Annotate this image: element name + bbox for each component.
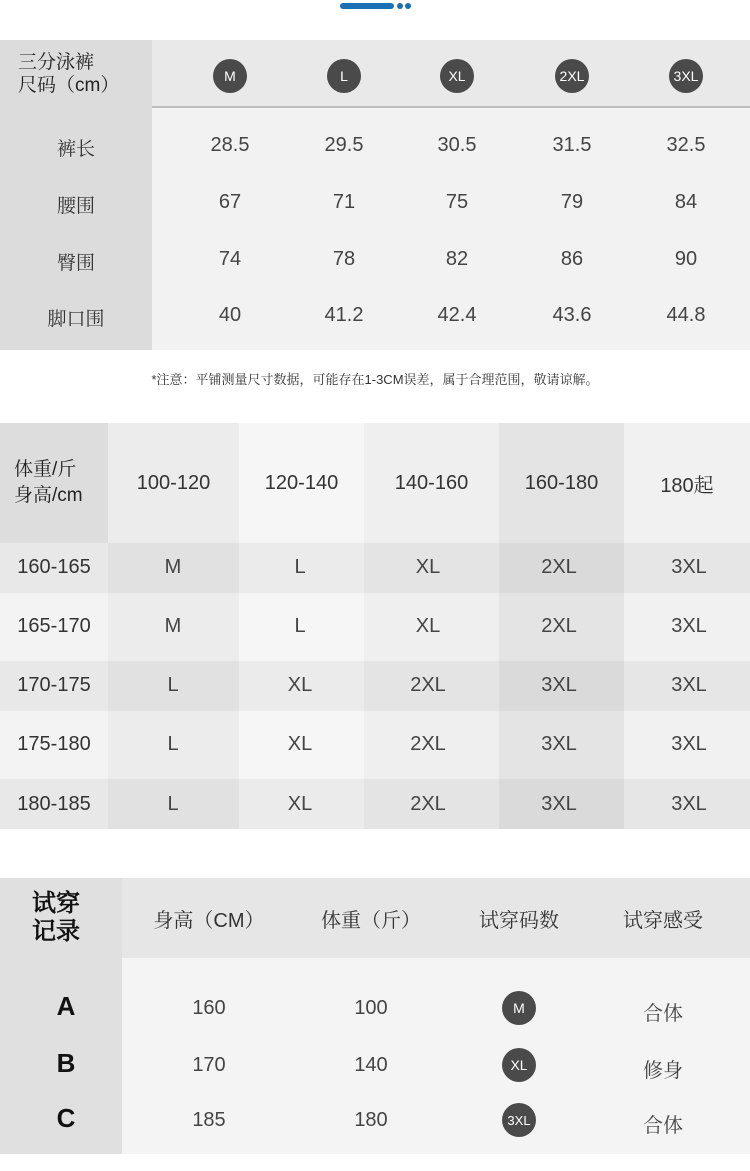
try-on-title-line1: 试穿 <box>32 890 80 917</box>
indicator-dot <box>397 3 403 9</box>
try-on-title-line2: 记录 <box>32 918 80 945</box>
weight-unit-label: 体重/斤 <box>14 459 77 480</box>
table-cell: XL <box>287 793 313 815</box>
table-cell: 3XL <box>671 733 707 755</box>
table-cell: 2XL <box>541 615 577 637</box>
tester-label: C <box>56 1103 76 1133</box>
table-cell: 90 <box>674 248 698 270</box>
table-cell: XL <box>415 615 441 637</box>
row-label-hip: 臀围 <box>56 253 95 274</box>
size-badge: 3XL <box>502 1103 536 1137</box>
tester-weight: 140 <box>354 1054 388 1076</box>
height-row-label: 175-180 <box>17 733 91 755</box>
tester-weight: 100 <box>354 997 388 1019</box>
table-cell: 74 <box>218 248 242 270</box>
row-band <box>0 779 750 829</box>
header-feel: 试穿感受 <box>623 909 703 932</box>
row-label-waist: 腰围 <box>56 196 95 217</box>
indicator-dot <box>405 3 411 9</box>
table-cell: 75 <box>445 191 469 213</box>
try-on-title <box>0 878 122 958</box>
table-cell: 2XL <box>541 556 577 578</box>
table-cell: 31.5 <box>552 134 592 156</box>
table-cell: 3XL <box>541 733 577 755</box>
fit-feel: 合体 <box>643 1115 683 1137</box>
table-cell: 2XL <box>410 793 446 815</box>
table-cell: 2XL <box>410 674 446 696</box>
tester-weight: 180 <box>354 1109 388 1131</box>
weight-header: 100-120 <box>136 471 211 494</box>
tester-height: 170 <box>192 1054 226 1076</box>
table-cell: L <box>167 674 179 696</box>
size-recommendation-table <box>0 423 750 829</box>
header-height: 身高（CM） <box>153 909 265 932</box>
size-badge-l: L <box>327 59 361 93</box>
table-corner-label <box>0 40 152 108</box>
header-size: 试穿码数 <box>479 909 559 932</box>
table-cell: 40 <box>218 304 242 326</box>
table-cell: 43.6 <box>552 304 592 326</box>
size-measurement-table <box>0 40 750 350</box>
table-cell: 71 <box>332 191 356 213</box>
table-cell: 3XL <box>671 556 707 578</box>
height-row-label: 165-170 <box>17 615 91 637</box>
table-cell: L <box>294 615 306 637</box>
weight-header: 160-180 <box>524 471 599 494</box>
tester-label: A <box>56 991 76 1021</box>
table-cell: 3XL <box>671 674 707 696</box>
size-badge: XL <box>502 1048 536 1082</box>
measurement-note: *注意：平铺测量尺寸数据，可能存在1-3CM误差，属于合理范围，敬请谅解。 <box>151 372 599 387</box>
size-badge-m: M <box>213 59 247 93</box>
table-cell: 44.8 <box>666 304 706 326</box>
height-row-label: 180-185 <box>17 793 91 815</box>
table-cell: 67 <box>218 191 242 213</box>
table-corner-label <box>0 423 108 543</box>
row-band <box>0 661 750 711</box>
table-cell: 86 <box>560 248 584 270</box>
table-cell: 3XL <box>671 615 707 637</box>
size-badge-2xl: 2XL <box>555 59 589 93</box>
table-cell: 3XL <box>671 793 707 815</box>
row-band <box>0 543 750 593</box>
weight-header: 140-160 <box>394 471 469 494</box>
table-cell: 42.4 <box>437 304 477 326</box>
table-cell: M <box>164 615 182 637</box>
table-cell: L <box>167 793 179 815</box>
table-cell: 78 <box>332 248 356 270</box>
table-cell: 84 <box>674 191 698 213</box>
height-row-label: 160-165 <box>17 556 91 578</box>
row-label-leg-opening: 脚口围 <box>47 309 105 330</box>
weight-header: 180起 <box>660 474 714 497</box>
tester-height: 185 <box>192 1109 226 1131</box>
size-badge-xl: XL <box>440 59 474 93</box>
table-cell: 29.5 <box>324 134 364 156</box>
table-cell: 2XL <box>410 733 446 755</box>
table-cell: 41.2 <box>324 304 364 326</box>
table-cell: 32.5 <box>666 134 706 156</box>
try-on-record-table <box>0 878 750 1154</box>
row-label-length: 裤长 <box>56 139 95 160</box>
fit-feel: 合体 <box>643 1003 683 1025</box>
table-cell: XL <box>287 674 313 696</box>
height-unit-label: 身高/cm <box>14 485 83 506</box>
tester-label: B <box>56 1048 76 1078</box>
height-row-label: 170-175 <box>17 674 91 696</box>
table-cell: 79 <box>560 191 584 213</box>
table-cell: 3XL <box>541 674 577 696</box>
table-cell: 28.5 <box>210 134 250 156</box>
tester-height: 160 <box>192 997 226 1019</box>
header-weight: 体重（斤） <box>321 909 421 932</box>
indicator-active-pill <box>340 3 394 9</box>
table-cell: L <box>167 733 179 755</box>
table-cell: XL <box>415 556 441 578</box>
table-cell: 30.5 <box>437 134 477 156</box>
product-name: 三分泳裤 <box>18 52 95 73</box>
weight-header: 120-140 <box>264 471 339 494</box>
table-cell: M <box>164 556 182 578</box>
table-cell: XL <box>287 733 313 755</box>
fit-feel: 修身 <box>643 1060 683 1082</box>
table-cell: 82 <box>445 248 469 270</box>
size-badge: M <box>502 991 536 1025</box>
table-cell: 3XL <box>541 793 577 815</box>
table-cell: L <box>294 556 306 578</box>
size-badge-3xl: 3XL <box>669 59 703 93</box>
size-unit-label: 尺码（cm） <box>18 75 120 96</box>
